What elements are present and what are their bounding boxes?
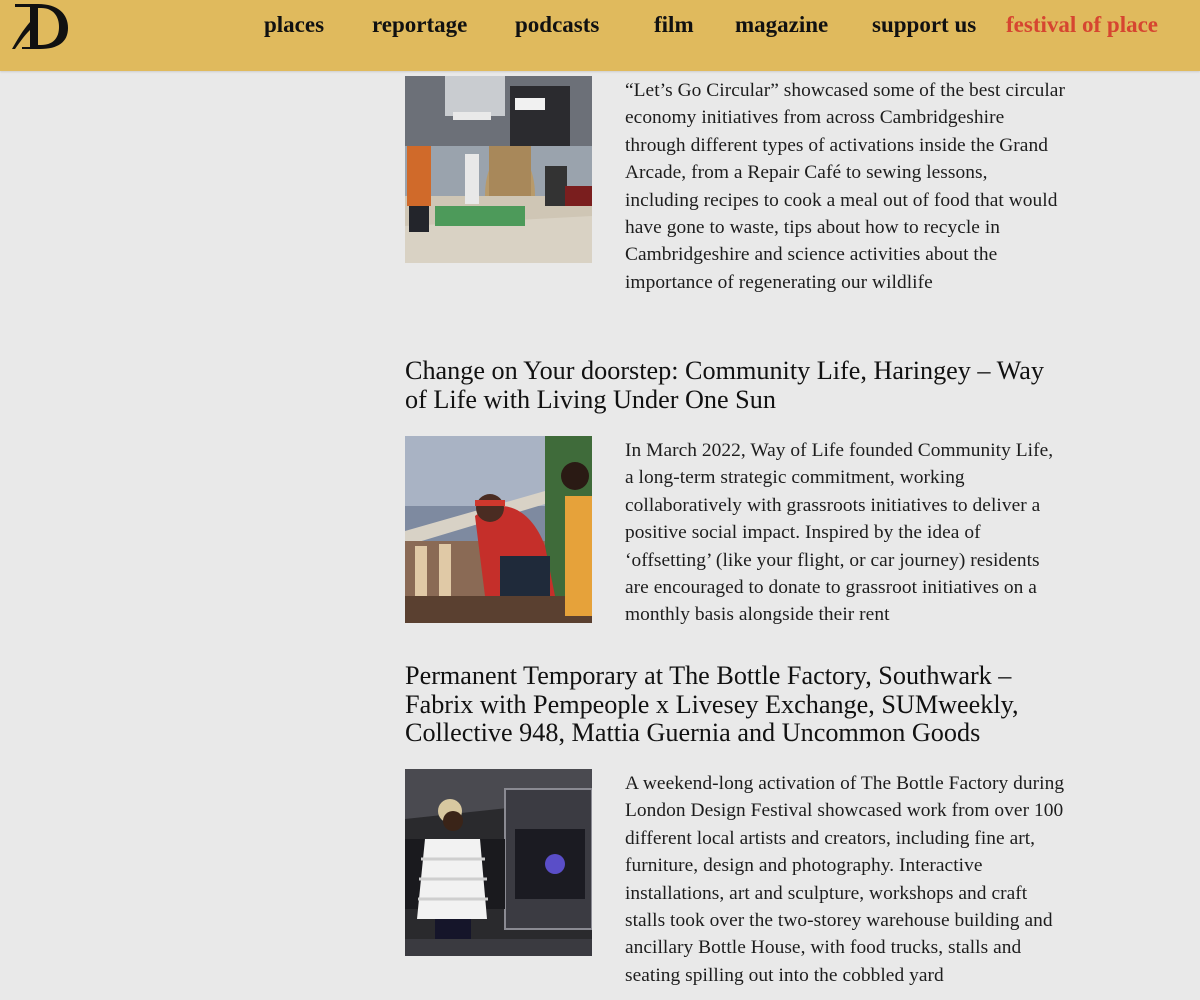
nav-magazine[interactable]: magazine: [735, 12, 829, 37]
nav-festival-of-place[interactable]: festival of place: [1006, 12, 1159, 37]
site-header: [0, 0, 1200, 71]
nav-podcasts[interactable]: podcasts: [515, 12, 600, 37]
nav-film[interactable]: film: [654, 12, 694, 37]
nav-support-us[interactable]: support us: [872, 12, 977, 37]
nav-reportage[interactable]: reportage: [372, 12, 468, 37]
entry-2-description: In March 2022, Way of Life founded Community Life, a long-term strategic commitment, working collaboratively with grassroots initiatives to deliver a positive social impact. Inspired by the idea of ‘offsetting’ (like your flight, or car journey) residents are encouraged to donate to grassroot initiatives on a monthly basis alongside their rent: [625, 440, 1054, 626]
logo-d-icon: [12, 0, 70, 52]
nav-places[interactable]: places: [264, 12, 325, 37]
entry-1-description: “Let’s Go Circular” showcased some of the best circular economy initiatives from across Cambridgeshire through different types of activations inside the Grand Arcade, from a Repair Café to sewing lessons, including recipes to cook a meal out of food that would have gone to waste, tips about how to recycle in Cambridgeshire and science activities about the importance of regenerating our wildlife: [625, 80, 1065, 293]
entry-3-description: A weekend-long activation of The Bottle Factory during London Design Festival showcased work from over 100 different local artists and creators, including fine art, furniture, design and photography. Interactive installations, art and sculpture, workshops and craft stalls took over the two-storey warehouse building and ancillary Bottle House, with food trucks, stalls and seating spilling out into the cobbled yard: [625, 773, 1065, 986]
entry-3-title[interactable]: Permanent Temporary at The Bottle Factory, Southwark – Fabrix with Pempeople x Livesey Exchange, SUMweekly, Collective 948, Mattia Guernia and Uncommon Goods: [405, 661, 1019, 747]
entry-2-title[interactable]: Change on Your doorstep: Community Life, Haringey – Way of Life with Living Under One Sun: [405, 356, 1044, 414]
site-logo[interactable]: [12, 0, 70, 52]
entry-3-text-block: [405, 770, 1065, 1000]
entry-2-text-block: [405, 437, 1065, 637]
entry-1-text-block: [405, 77, 1065, 296]
